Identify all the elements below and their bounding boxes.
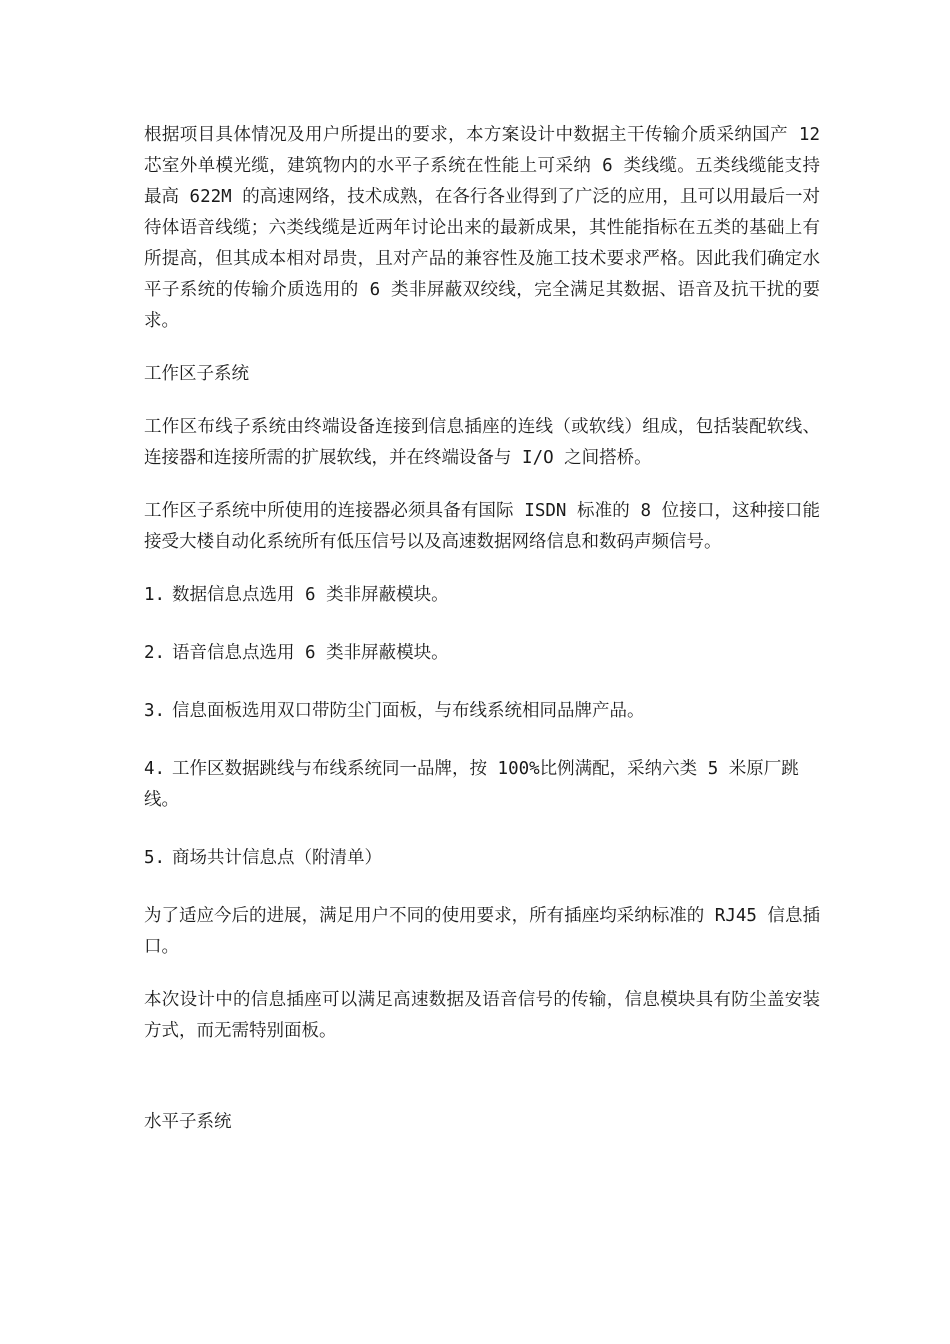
work-area-paragraph-3: 为了适应今后的进展，满足用户不同的使用要求，所有插座均采纳标准的 RJ45 信息插口。 bbox=[144, 906, 820, 957]
list-item-text: 信息面板选用双口带防尘门面板，与布线系统相同品牌产品。 bbox=[172, 701, 645, 721]
list-item-text: 语音信息点选用 6 类非屏蔽模块。 bbox=[172, 643, 449, 663]
list-item-number: 4. bbox=[144, 759, 166, 779]
list-item-number: 2. bbox=[144, 643, 166, 663]
list-item-number: 5. bbox=[144, 848, 166, 868]
list-item bbox=[144, 843, 820, 874]
list-item bbox=[144, 696, 820, 727]
section-heading-work-area: 工作区子系统 bbox=[144, 364, 249, 384]
list-item bbox=[144, 638, 820, 669]
list-item-text: 工作区数据跳线与布线系统同一品牌，按 100%比例满配，采纳六类 5 米原厂跳线。 bbox=[144, 759, 799, 810]
list-item-number: 1. bbox=[144, 585, 166, 605]
list-item bbox=[144, 754, 820, 816]
work-area-paragraph-1: 工作区布线子系统由终端设备连接到信息插座的连线（或软线）组成，包括装配软线、连接器和连接所需的扩展软线，并在终端设备与 I/O 之间搭桥。 bbox=[144, 417, 820, 468]
section-spacer bbox=[144, 1069, 820, 1107]
intro-paragraph: 根据项目具体情况及用户所提出的要求，本方案设计中数据主干传输介质采纳国产 12 芯室外单模光缆，建筑物内的水平子系统在性能上可采纳 6 类线缆。五类线缆能支持最高 622M 的高速网络，技术成熟，在各行各业得到了广泛的应用，且可以用最后一对待体语音线缆；六类线缆是近两年讨论出来的最新成果，其性能指标在五类的基础上有所提高，但其成本相对昂贵，且对产品的兼容性及施工技术要求严格。因此我们确定水平子系统的传输介质选用的 6 类非屏蔽双绞线，完全满足其数据、语音及抗干扰的要求。 bbox=[144, 125, 820, 331]
document-page bbox=[144, 120, 820, 1160]
list-item-text: 商场共计信息点（附清单） bbox=[172, 848, 382, 868]
list-item-number: 3. bbox=[144, 701, 166, 721]
work-area-paragraph-2: 工作区子系统中所使用的连接器必须具备有国际 ISDN 标准的 8 位接口，这种接口能接受大楼自动化系统所有低压信号以及高速数据网络信息和数码声频信号。 bbox=[144, 501, 820, 552]
section-heading-horizontal: 水平子系统 bbox=[144, 1112, 232, 1132]
list-item-text: 数据信息点选用 6 类非屏蔽模块。 bbox=[172, 585, 449, 605]
list-item bbox=[144, 580, 820, 611]
work-area-paragraph-4: 本次设计中的信息插座可以满足高速数据及语音信号的传输，信息模块具有防尘盖安装方式，而无需特别面板。 bbox=[144, 990, 820, 1041]
